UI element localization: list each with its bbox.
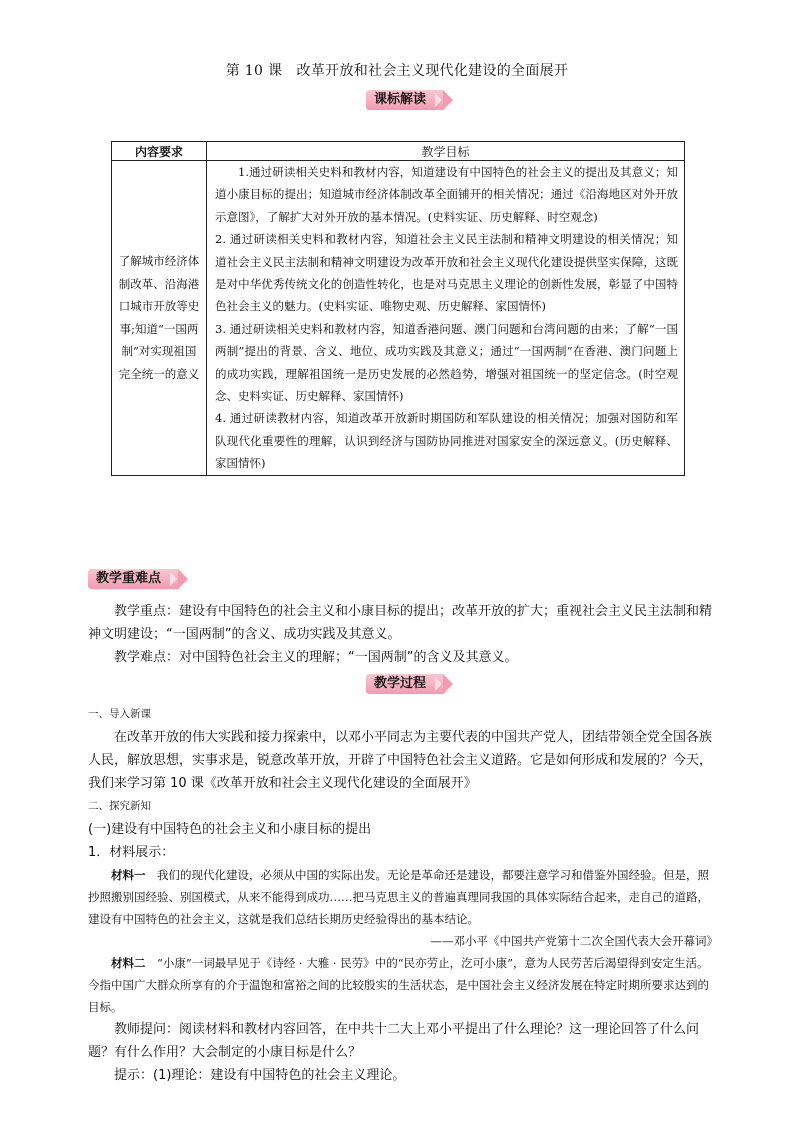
goal-1: 1.通过研读相关史料和教材内容，知道建设有中国特色的社会主义的提出及其意义；知道小康目标的提出；知道城市经济体制改革全面铺开的相关情况；通过《沿海地区对外开放示意图》，了解扩大对外开放的基本情况。(史料实证、历史解释、时空观念) xyxy=(215,165,678,224)
sub-heading-1: (一)建设有中国特色的社会主义和小康目标的提出 xyxy=(88,822,372,837)
material-1-source: ——邓小平《中国共产党第十二次全国代表大会开幕词》 xyxy=(430,934,718,948)
item-1: 1．材料展示： xyxy=(88,845,175,860)
section-badge-keypoints: 教学重难点 xyxy=(88,569,179,589)
table-header-goals: 教学目标 xyxy=(207,142,685,161)
section-badge-standard: 课标解读 xyxy=(366,90,444,110)
page-title: 第 10 课 改革开放和社会主义现代化建设的全面展开 xyxy=(225,63,569,79)
curriculum-table xyxy=(111,141,685,476)
keypoints-section xyxy=(88,600,718,669)
focus-label: 教学重点： xyxy=(114,604,180,619)
difficulty-label: 教学难点： xyxy=(114,650,180,665)
process-section xyxy=(88,703,718,1087)
goals-cell xyxy=(207,161,685,476)
material-1-label: 材料一 xyxy=(111,868,146,882)
question-label: 教师提问 xyxy=(114,1022,167,1037)
difficulty-text: 对中国特色社会主义的理解；“一国两制”的含义及其意义。 xyxy=(179,650,518,665)
focus-paragraph xyxy=(88,600,718,646)
hint-paragraph xyxy=(88,1064,718,1087)
material-1 xyxy=(88,864,718,930)
section-badge-process: 教学过程 xyxy=(366,674,444,694)
table-header-row xyxy=(112,142,685,161)
requirement-cell: 了解城市经济体制改革、沿海港口城市开放等史事;知道“一国两制”对实现祖国完全统一的意义 xyxy=(112,161,207,476)
material-2-text: “小康”一词最早见于《诗经 · 大雅 · 民劳》中的“民亦劳止，汔可小康”，意为人民劳苦后渴望得到安定生活。今指中国广大群众所享有的介于温饱和富裕之间的比较殷实的生活状态，是中国社会主义经济发展在特定时期所要求达到的目标。 xyxy=(88,956,709,1014)
difficulty-paragraph xyxy=(88,646,718,669)
question-text: ：阅读材料和教材内容回答，在中共十二大上邓小平提出了什么理论？这一理论回答了什么问题？有什么作用？大会制定的小康目标是什么？ xyxy=(88,1022,700,1060)
step-intro-heading: 一、导入新课 xyxy=(88,708,151,720)
material-2 xyxy=(88,952,718,1018)
goal-3: 3. 通过研读相关史料和教材内容，知道香港问题、澳门问题和台湾问题的由来；了解“一国两制”提出的背景、含义、地位、成功实践及其意义；通过“一国两制”在香港、澳门问题上的成功实践，理解祖国统一是历史发展的必然趋势，增强对祖国统一的坚定信念。(时空观念、史料实证、历史解释、家国情怀) xyxy=(215,321,678,404)
hint-label: 提示： xyxy=(114,1068,154,1083)
goal-4: 4. 通过研读教材内容，知道改革开放新时期国防和军队建设的相关情况；加强对国防和军队现代化重要性的理解，认识到经济与国防协同推进对国家安全的深远意义。(历史解释、家国情怀) xyxy=(215,411,678,471)
intro-paragraph: 在改革开放的伟大实践和接力探索中，以邓小平同志为主要代表的中国共产党人，团结带领全党全国各族人民，解放思想，实事求是，锐意改革开放，开辟了中国特色社会主义道路。它是如何形成和发展的？今天，我们来学习第 10 课《改革开放和社会主义现代化建设的全面展开》 xyxy=(88,730,713,791)
step-explore-heading: 二、探究新知 xyxy=(88,800,151,812)
table-header-requirement: 内容要求 xyxy=(112,142,207,161)
material-1-text: 我们的现代化建设，必须从中国的实际出发。无论是革命还是建设，都要注意学习和借鉴外国经验。但是，照抄照搬别国经验、别国模式，从来不能得到成功……把马克思主义的普遍真理同我国的具体实际结合起来，走自己的道路，建设有中国特色的社会主义，这就是我们总结长期历史经验得出的基本结论。 xyxy=(88,868,709,926)
table-row xyxy=(112,161,685,476)
hint-text: (1)理论：建设有中国特色的社会主义理论。 xyxy=(153,1068,406,1083)
focus-text: 建设有中国特色的社会主义和小康目标的提出；改革开放的扩大；重视社会主义民主法制和精神文明建设；“一国两制”的含义、成功实践及其意义。 xyxy=(88,604,713,642)
goal-2: 2. 通过研读相关史料和教材内容，知道社会主义民主法制和精神文明建设的相关情况；知道社会主义民主法制和精神文明建设为改革开放和社会主义现代化建设提供坚实保障，这既是对中华优秀传统文化的创造性转化，也是对马克思主义理论的创新性发展，彰显了中国特色社会主义的魅力。(史料实证、唯物史观、历史解释、家国情怀) xyxy=(215,232,678,314)
teacher-question xyxy=(88,1018,718,1064)
material-2-label: 材料二 xyxy=(111,956,146,970)
